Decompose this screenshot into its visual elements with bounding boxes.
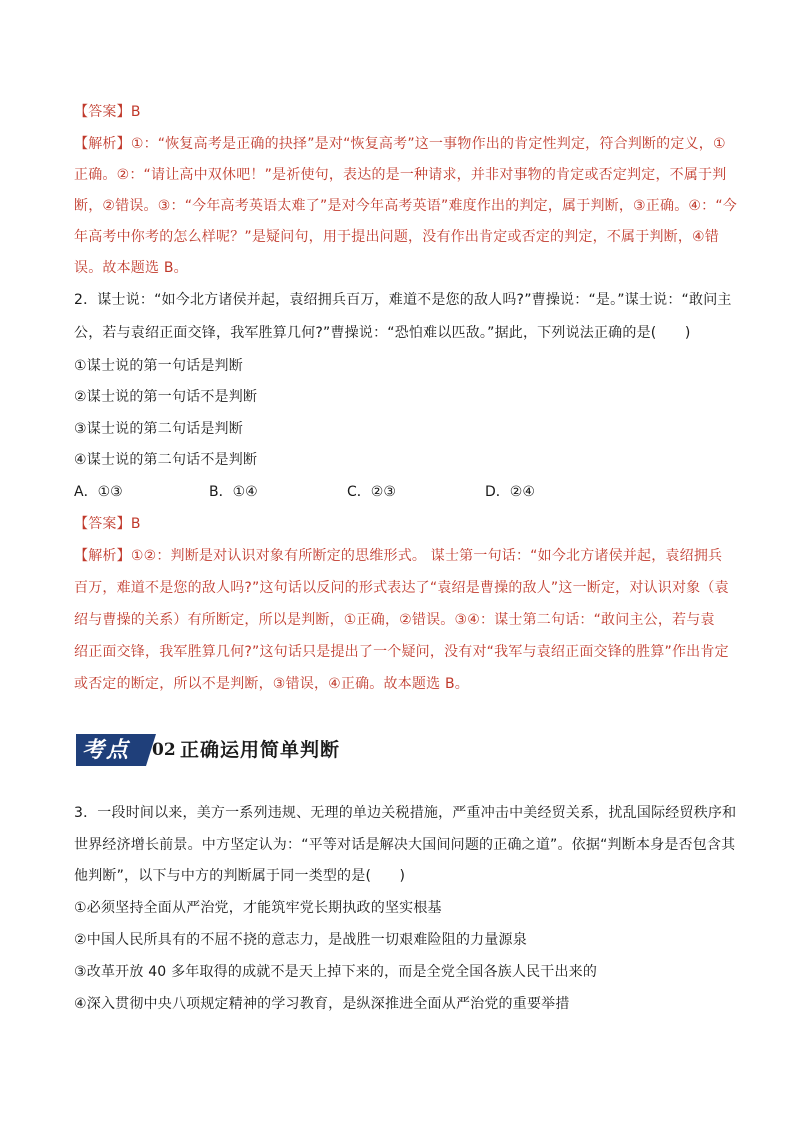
q1-analysis-line: 正确。②：“请让高中双休吧！”是祈使句，表达的是一种请求，并非对事物的肯定或否定判定，不属于判: [74, 167, 727, 183]
q1-analysis-line: 误。故本题选 B。: [74, 260, 188, 276]
q3-statement: ②中国人民所具有的不屈不挠的意志力，是战胜一切艰难险阻的力量源泉: [74, 932, 527, 948]
analysis-tag: 【解析】: [74, 548, 131, 564]
q1-analysis-line: 年高考中你考的怎么样呢？”是疑问句，用于提出问题，没有作出肯定或否定的判定，不属于判断，④错: [74, 229, 720, 245]
q2-analysis-line: 【解析】①②：判断是对认识对象有所断定的思维形式。 谋士第一句话：“如今北方诸侯并起，袁绍拥兵: [74, 548, 723, 564]
q2-statement: ①谋士说的第一句话是判断: [74, 358, 243, 374]
section-number: 02: [152, 740, 176, 760]
q3-stem-line: 3．一段时间以来，美方一系列违规、无理的单边关税措施，严重冲击中美经贸关系，扰乱国际经贸秩序和: [74, 805, 737, 821]
q3-statement: ④深入贯彻中央八项规定精神的学习教育，是纵深推进全面从严治党的重要举措: [74, 996, 570, 1012]
option-c: C．②③: [347, 484, 396, 500]
q1-analysis-line: 【解析】①：“恢复高考是正确的抉择”是对“恢复高考”这一事物作出的肯定性判定，符合判断的定义，①: [74, 136, 726, 152]
q1-analysis-line: 断，②错误。③：“今年高考英语太难了”是对今年高考英语”难度作出的判定，属于判断，③正确。④：“今: [74, 198, 738, 214]
q2-stem-line: 2．谋士说：“如今北方诸侯并起，袁绍拥兵百万，难道不是您的敌人吗?”曹操说：“是。”谋士说：“敢问主: [74, 292, 732, 308]
q2-stem-line: 公，若与袁绍正面交锋，我军胜算几何?”曹操说：“恐怕难以匹敌。”据此，下列说法正确的是( ): [74, 325, 691, 341]
answer-tag: 【答案】: [74, 516, 131, 532]
section-heading: [76, 734, 576, 766]
q2-statement: ③谋士说的第二句话是判断: [74, 421, 243, 437]
option-a: A．①③: [74, 484, 123, 500]
q2-analysis-line: 或否定的断定，所以不是判断，③错误，④正确。故本题选 B。: [74, 676, 469, 692]
q2-analysis-line: 绍正面交锋，我军胜算几何?”这句话只是提出了一个疑问，没有对“我军与袁绍正面交锋的胜算”作出肯定: [74, 644, 729, 660]
option-d: D．②④: [485, 484, 535, 500]
q2-answer: [74, 514, 141, 534]
section-badge-text: 考点: [82, 737, 131, 763]
option-b: B．①④: [209, 484, 258, 500]
answer-value: B: [130, 516, 141, 532]
q1-answer: [74, 102, 141, 122]
q2-statement: ②谋士说的第一句话不是判断: [74, 389, 258, 405]
q3-statement: ①必须坚持全面从严治党，才能筑牢党长期执政的坚实根基: [74, 900, 442, 916]
answer-tag: 【答案】: [74, 104, 131, 120]
q2-analysis-line: 百万，难道不是您的敌人吗?”这句话以反问的形式表达了“袁绍是曹操的敌人”这一断定，对认识对象（袁: [74, 580, 729, 596]
answer-value: B: [130, 104, 141, 120]
section-title: 正确运用简单判断: [180, 739, 341, 761]
analysis-tag: 【解析】: [74, 136, 131, 152]
q2-statement: ④谋士说的第二句话不是判断: [74, 452, 258, 468]
q3-stem-line: 世界经济增长前景。中方坚定认为：“平等对话是解决大国间问题的正确之道”。依据“判断本身是否包含其: [74, 837, 736, 853]
q3-stem-line: 他判断”，以下与中方的判断属于同一类型的是( ): [74, 868, 406, 884]
q2-options: [74, 482, 734, 502]
q2-analysis-line: 绍与曹操的关系）有所断定，所以是判断，①正确，②错误。③④：谋士第二句话：“敢问主公，若与袁: [74, 612, 715, 628]
q3-statement: ③改革开放 40 多年取得的成就不是天上掉下来的，而是全党全国各族人民干出来的: [74, 964, 598, 980]
section-badge: [76, 734, 146, 766]
